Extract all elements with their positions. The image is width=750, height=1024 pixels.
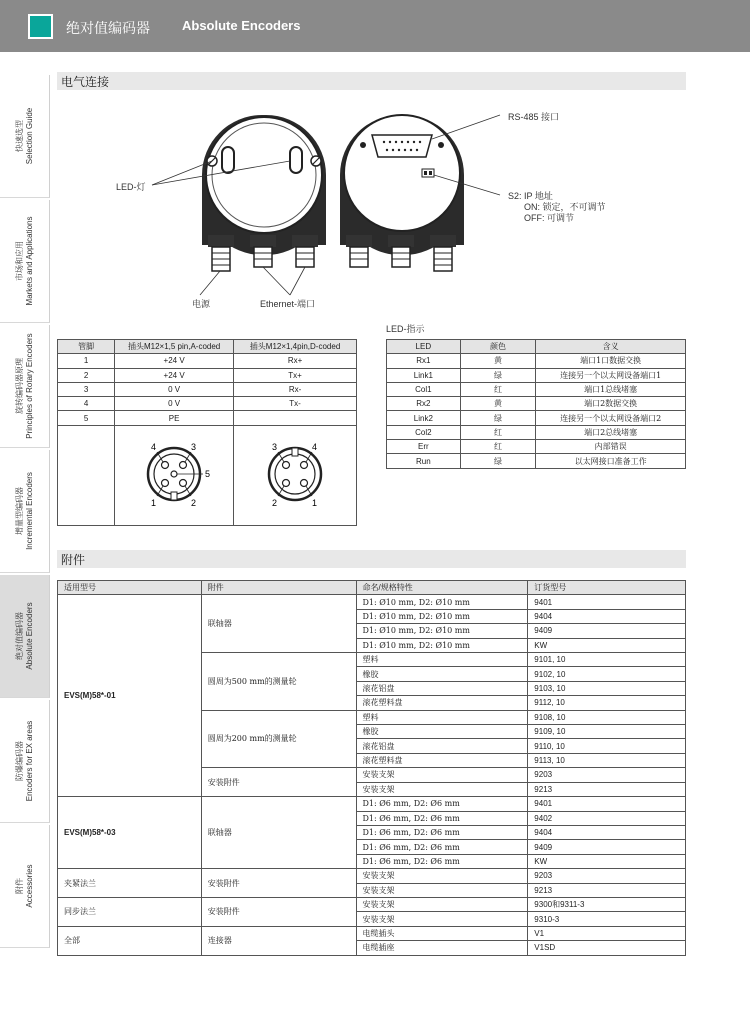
pin-diagram-spacer bbox=[58, 425, 115, 525]
table-row bbox=[387, 440, 686, 454]
led-header-color: 颜色 bbox=[460, 340, 536, 354]
table-row bbox=[58, 595, 686, 609]
table-row bbox=[58, 397, 357, 411]
acc-spec-cell: 电缆插头 bbox=[356, 926, 528, 940]
encoder-rear-view bbox=[340, 115, 500, 271]
sidebar bbox=[0, 75, 50, 953]
sidebar-tab[interactable] bbox=[0, 75, 50, 198]
acc-spec-cell: D1: Ø10 mm, D2: Ø10 mm bbox=[356, 624, 528, 638]
acc-order-cell: 9409 bbox=[528, 840, 686, 854]
acc-order-cell: 9203 bbox=[528, 768, 686, 782]
pin-cell: 1 bbox=[58, 354, 115, 368]
sidebar-tab-label-en: Encoders for EX areas bbox=[24, 720, 34, 802]
connector-a-cell bbox=[115, 425, 234, 525]
table-row bbox=[58, 368, 357, 382]
acc-model-cell: EVS(M)58*-01 bbox=[58, 595, 202, 797]
section-electrical-header bbox=[57, 72, 686, 90]
table-row bbox=[58, 354, 357, 368]
sidebar-tab[interactable] bbox=[0, 200, 50, 323]
led-indicator-title: LED-指示 bbox=[386, 324, 425, 334]
sidebar-tab-label-en: Selection Guide bbox=[24, 107, 34, 165]
acc-spec-cell: 滚花塑料盘 bbox=[356, 696, 528, 710]
table-row bbox=[58, 897, 686, 911]
conn-a-pin1: 1 bbox=[151, 498, 157, 509]
sidebar-tab[interactable] bbox=[0, 450, 50, 573]
conn-d-pin3: 3 bbox=[272, 442, 278, 453]
acc-accessory-cell: 圆周为500 mm的测量轮 bbox=[201, 653, 356, 711]
section-electrical-title: 电气连接 bbox=[61, 75, 110, 89]
acc-spec-cell: 滚花铝盘 bbox=[356, 681, 528, 695]
led-cell: Rx2 bbox=[387, 397, 461, 411]
table-row bbox=[58, 926, 686, 940]
sidebar-tab-label bbox=[15, 864, 35, 907]
table-row bbox=[387, 382, 686, 396]
pin-cell: Tx- bbox=[234, 397, 357, 411]
section-accessories-header bbox=[57, 550, 686, 568]
acc-accessory-cell: 圆周为200 mm的测量轮 bbox=[201, 710, 356, 768]
pin-cell: 2 bbox=[58, 368, 115, 382]
acc-model-cell: 夹紧法兰 bbox=[58, 869, 202, 898]
table-row bbox=[387, 425, 686, 439]
table-row bbox=[58, 797, 686, 811]
pin-cell: +24 V bbox=[115, 354, 234, 368]
sidebar-tab-label-cn: 增量型编码器 bbox=[14, 487, 24, 536]
acc-accessory-cell: 安装附件 bbox=[201, 869, 356, 898]
conn-a-pin2: 2 bbox=[191, 498, 197, 509]
encoder-front-view bbox=[152, 115, 326, 295]
acc-order-cell: 9409 bbox=[528, 624, 686, 638]
acc-order-cell: 9112, 10 bbox=[528, 696, 686, 710]
table-row bbox=[58, 382, 357, 396]
pin-cell: +24 V bbox=[115, 368, 234, 382]
acc-accessory-cell: 连接器 bbox=[201, 926, 356, 955]
sidebar-tab[interactable] bbox=[0, 825, 50, 948]
led-cell: 以太网接口准备工作 bbox=[536, 454, 686, 468]
led-window-right bbox=[290, 147, 302, 173]
label-rs485: RS-485 接口 bbox=[508, 112, 560, 122]
pin-cell: Rx- bbox=[234, 382, 357, 396]
sidebar-tab-label bbox=[15, 721, 35, 801]
sidebar-tab-label-en: Absolute Encoders bbox=[24, 602, 34, 670]
acc-header-model: 适用型号 bbox=[58, 581, 202, 595]
led-window-left bbox=[222, 147, 234, 173]
label-power: 电源 bbox=[192, 299, 211, 309]
led-header-meaning: 含义 bbox=[536, 340, 686, 354]
led-cell: 内部错误 bbox=[536, 440, 686, 454]
led-cell: 绿 bbox=[460, 411, 536, 425]
sidebar-tab-label-cn: 防爆编码器 bbox=[14, 741, 24, 782]
sidebar-tab-label-en: Principles of Rotary Encoders bbox=[24, 333, 34, 439]
acc-spec-cell: 安装支架 bbox=[356, 883, 528, 897]
acc-model-cell: EVS(M)58*-03 bbox=[58, 797, 202, 869]
conn-d-pin1: 1 bbox=[312, 498, 318, 509]
acc-spec-cell: D1: Ø10 mm, D2: Ø10 mm bbox=[356, 638, 528, 652]
acc-spec-cell: 塑料 bbox=[356, 653, 528, 667]
acc-order-cell: 9404 bbox=[528, 825, 686, 839]
acc-order-cell: 9213 bbox=[528, 883, 686, 897]
header-title-en: Absolute Encoders bbox=[182, 18, 301, 33]
acc-order-cell: V1 bbox=[528, 926, 686, 940]
label-s2-line2: ON: 锁定，不可调节 bbox=[524, 202, 606, 212]
acc-order-cell: 9401 bbox=[528, 797, 686, 811]
sidebar-tab[interactable] bbox=[0, 325, 50, 448]
label-s2-line3: OFF: 可调节 bbox=[524, 213, 574, 223]
sidebar-tab-label-en: Incremental Encoders bbox=[24, 472, 34, 550]
logo-square bbox=[28, 14, 53, 39]
pin-header-d-coded: 插头M12×1,4pin,D-coded bbox=[234, 340, 357, 354]
led-cell: 红 bbox=[460, 425, 536, 439]
pin-cell: 5 bbox=[58, 411, 115, 425]
acc-spec-cell: 安装支架 bbox=[356, 768, 528, 782]
led-cell: Link2 bbox=[387, 411, 461, 425]
led-cell: Run bbox=[387, 454, 461, 468]
acc-header-spec: 命名/规格特性 bbox=[356, 581, 528, 595]
acc-spec-cell: 安装支架 bbox=[356, 912, 528, 926]
acc-header-order: 订货型号 bbox=[528, 581, 686, 595]
sidebar-tab-label-cn: 旋转编码器原理 bbox=[14, 358, 24, 415]
acc-header-accessory: 附件 bbox=[201, 581, 356, 595]
led-cell: 红 bbox=[460, 440, 536, 454]
acc-order-cell: 9401 bbox=[528, 595, 686, 609]
led-cell: 端口1口数据交换 bbox=[536, 354, 686, 368]
page-header bbox=[0, 0, 750, 52]
table-row bbox=[387, 411, 686, 425]
led-cell: 红 bbox=[460, 382, 536, 396]
acc-spec-cell: D1: Ø6 mm, D2: Ø6 mm bbox=[356, 854, 528, 868]
led-cell: 连接另一个以太网设备端口2 bbox=[536, 411, 686, 425]
acc-order-cell: 9108, 10 bbox=[528, 710, 686, 724]
conn-d-pin2: 2 bbox=[272, 498, 278, 509]
pin-cell: Tx+ bbox=[234, 368, 357, 382]
table-row bbox=[387, 454, 686, 468]
acc-order-cell: 9213 bbox=[528, 782, 686, 796]
sidebar-tab-label-cn: 市场和应用 bbox=[14, 241, 24, 281]
conn-a-pin4: 4 bbox=[151, 442, 157, 453]
acc-spec-cell: D1: Ø10 mm, D2: Ø10 mm bbox=[356, 609, 528, 623]
connector-a-coded-diagram bbox=[117, 426, 231, 522]
pin-header-a-coded: 插头M12×1,5 pin,A-coded bbox=[115, 340, 234, 354]
sidebar-tab[interactable] bbox=[0, 575, 50, 698]
section-accessories-title: 附件 bbox=[61, 553, 86, 567]
table-row bbox=[387, 368, 686, 382]
pin-table bbox=[57, 339, 357, 526]
table-row bbox=[58, 411, 357, 425]
label-s2-line1: S2: IP 地址 bbox=[508, 191, 553, 201]
led-cell: 端口1总线堵塞 bbox=[536, 382, 686, 396]
sidebar-tab-label bbox=[15, 108, 35, 164]
led-table bbox=[386, 339, 686, 469]
acc-spec-cell: 滚花塑料盘 bbox=[356, 753, 528, 767]
acc-order-cell: 9113, 10 bbox=[528, 753, 686, 767]
sidebar-tab-label-cn: 快速选型 bbox=[14, 120, 24, 153]
table-row bbox=[387, 354, 686, 368]
led-cell: 连接另一个以太网设备端口1 bbox=[536, 368, 686, 382]
accessories-table bbox=[57, 580, 686, 956]
led-cell: 端口2数据交换 bbox=[536, 397, 686, 411]
sidebar-tab-label bbox=[15, 602, 35, 669]
acc-spec-cell: D1: Ø6 mm, D2: Ø6 mm bbox=[356, 797, 528, 811]
acc-order-cell: 9101, 10 bbox=[528, 653, 686, 667]
pin-cell: 4 bbox=[58, 397, 115, 411]
sidebar-tab-label-en: Markets and Applications bbox=[24, 216, 34, 306]
table-row bbox=[58, 869, 686, 883]
acc-accessory-cell: 安装附件 bbox=[201, 768, 356, 797]
sidebar-tab-label-cn: 附件 bbox=[14, 878, 24, 894]
acc-spec-cell: D1: Ø6 mm, D2: Ø6 mm bbox=[356, 840, 528, 854]
rs485-sub-d bbox=[372, 135, 432, 157]
pin-header-pin: 管脚 bbox=[58, 340, 115, 354]
label-led: LED-灯 bbox=[116, 182, 146, 192]
acc-order-cell: 9102, 10 bbox=[528, 667, 686, 681]
acc-spec-cell: 安装支架 bbox=[356, 897, 528, 911]
acc-model-cell: 同步法兰 bbox=[58, 897, 202, 926]
acc-order-cell: 9109, 10 bbox=[528, 725, 686, 739]
acc-order-cell: 9103, 10 bbox=[528, 681, 686, 695]
led-cell: Col1 bbox=[387, 382, 461, 396]
acc-spec-cell: 橡胶 bbox=[356, 725, 528, 739]
acc-accessory-cell: 安装附件 bbox=[201, 897, 356, 926]
s2-switch bbox=[422, 169, 434, 177]
acc-spec-cell: 电缆插座 bbox=[356, 941, 528, 955]
acc-order-cell: 9110, 10 bbox=[528, 739, 686, 753]
acc-order-cell: KW bbox=[528, 638, 686, 652]
led-cell: 端口2总线堵塞 bbox=[536, 425, 686, 439]
acc-order-cell: 9402 bbox=[528, 811, 686, 825]
acc-model-cell: 全部 bbox=[58, 926, 202, 955]
acc-order-cell: 9203 bbox=[528, 869, 686, 883]
acc-order-cell: 9300和9311-3 bbox=[528, 897, 686, 911]
label-ethernet: Ethernet-端口 bbox=[260, 299, 316, 309]
acc-spec-cell: 安装支架 bbox=[356, 782, 528, 796]
acc-spec-cell: 橡胶 bbox=[356, 667, 528, 681]
acc-spec-cell: D1: Ø10 mm, D2: Ø10 mm bbox=[356, 595, 528, 609]
acc-spec-cell: D1: Ø6 mm, D2: Ø6 mm bbox=[356, 811, 528, 825]
acc-order-cell: 9310-3 bbox=[528, 912, 686, 926]
acc-spec-cell: 塑料 bbox=[356, 710, 528, 724]
acc-spec-cell: D1: Ø6 mm, D2: Ø6 mm bbox=[356, 825, 528, 839]
led-cell: 黄 bbox=[460, 397, 536, 411]
sidebar-tab-label bbox=[15, 333, 35, 438]
conn-a-pin5: 5 bbox=[205, 469, 211, 480]
acc-accessory-cell: 联轴器 bbox=[201, 595, 356, 653]
sidebar-tab-label-en: Accessories bbox=[24, 864, 34, 908]
conn-a-pin3: 3 bbox=[191, 442, 197, 453]
led-cell: Link1 bbox=[387, 368, 461, 382]
header-title-cn: 绝对值编码器 bbox=[66, 21, 150, 37]
connector-d-coded-diagram bbox=[236, 426, 354, 522]
acc-accessory-cell: 联轴器 bbox=[201, 797, 356, 869]
led-cell: 黄 bbox=[460, 354, 536, 368]
pin-cell: 0 V bbox=[115, 397, 234, 411]
led-cell: Rx1 bbox=[387, 354, 461, 368]
sidebar-tab[interactable] bbox=[0, 700, 50, 823]
pin-cell bbox=[234, 411, 357, 425]
led-cell: Col2 bbox=[387, 425, 461, 439]
led-header-led: LED bbox=[387, 340, 461, 354]
acc-spec-cell: 滚花铝盘 bbox=[356, 739, 528, 753]
pin-cell: 3 bbox=[58, 382, 115, 396]
sidebar-tab-label-cn: 绝对值编码器 bbox=[14, 612, 24, 660]
acc-spec-cell: 安装支架 bbox=[356, 869, 528, 883]
led-cell: 绿 bbox=[460, 454, 536, 468]
acc-order-cell: V1SD bbox=[528, 941, 686, 955]
sidebar-tab-label bbox=[15, 217, 35, 306]
conn-d-pin4: 4 bbox=[312, 442, 318, 453]
acc-order-cell: KW bbox=[528, 854, 686, 868]
pin-cell: PE bbox=[115, 411, 234, 425]
table-row bbox=[387, 397, 686, 411]
pin-cell: 0 V bbox=[115, 382, 234, 396]
led-cell: Err bbox=[387, 440, 461, 454]
sidebar-tab-label bbox=[15, 472, 35, 550]
acc-order-cell: 9404 bbox=[528, 609, 686, 623]
pin-cell: Rx+ bbox=[234, 354, 357, 368]
connector-d-cell bbox=[234, 425, 357, 525]
led-cell: 绿 bbox=[460, 368, 536, 382]
